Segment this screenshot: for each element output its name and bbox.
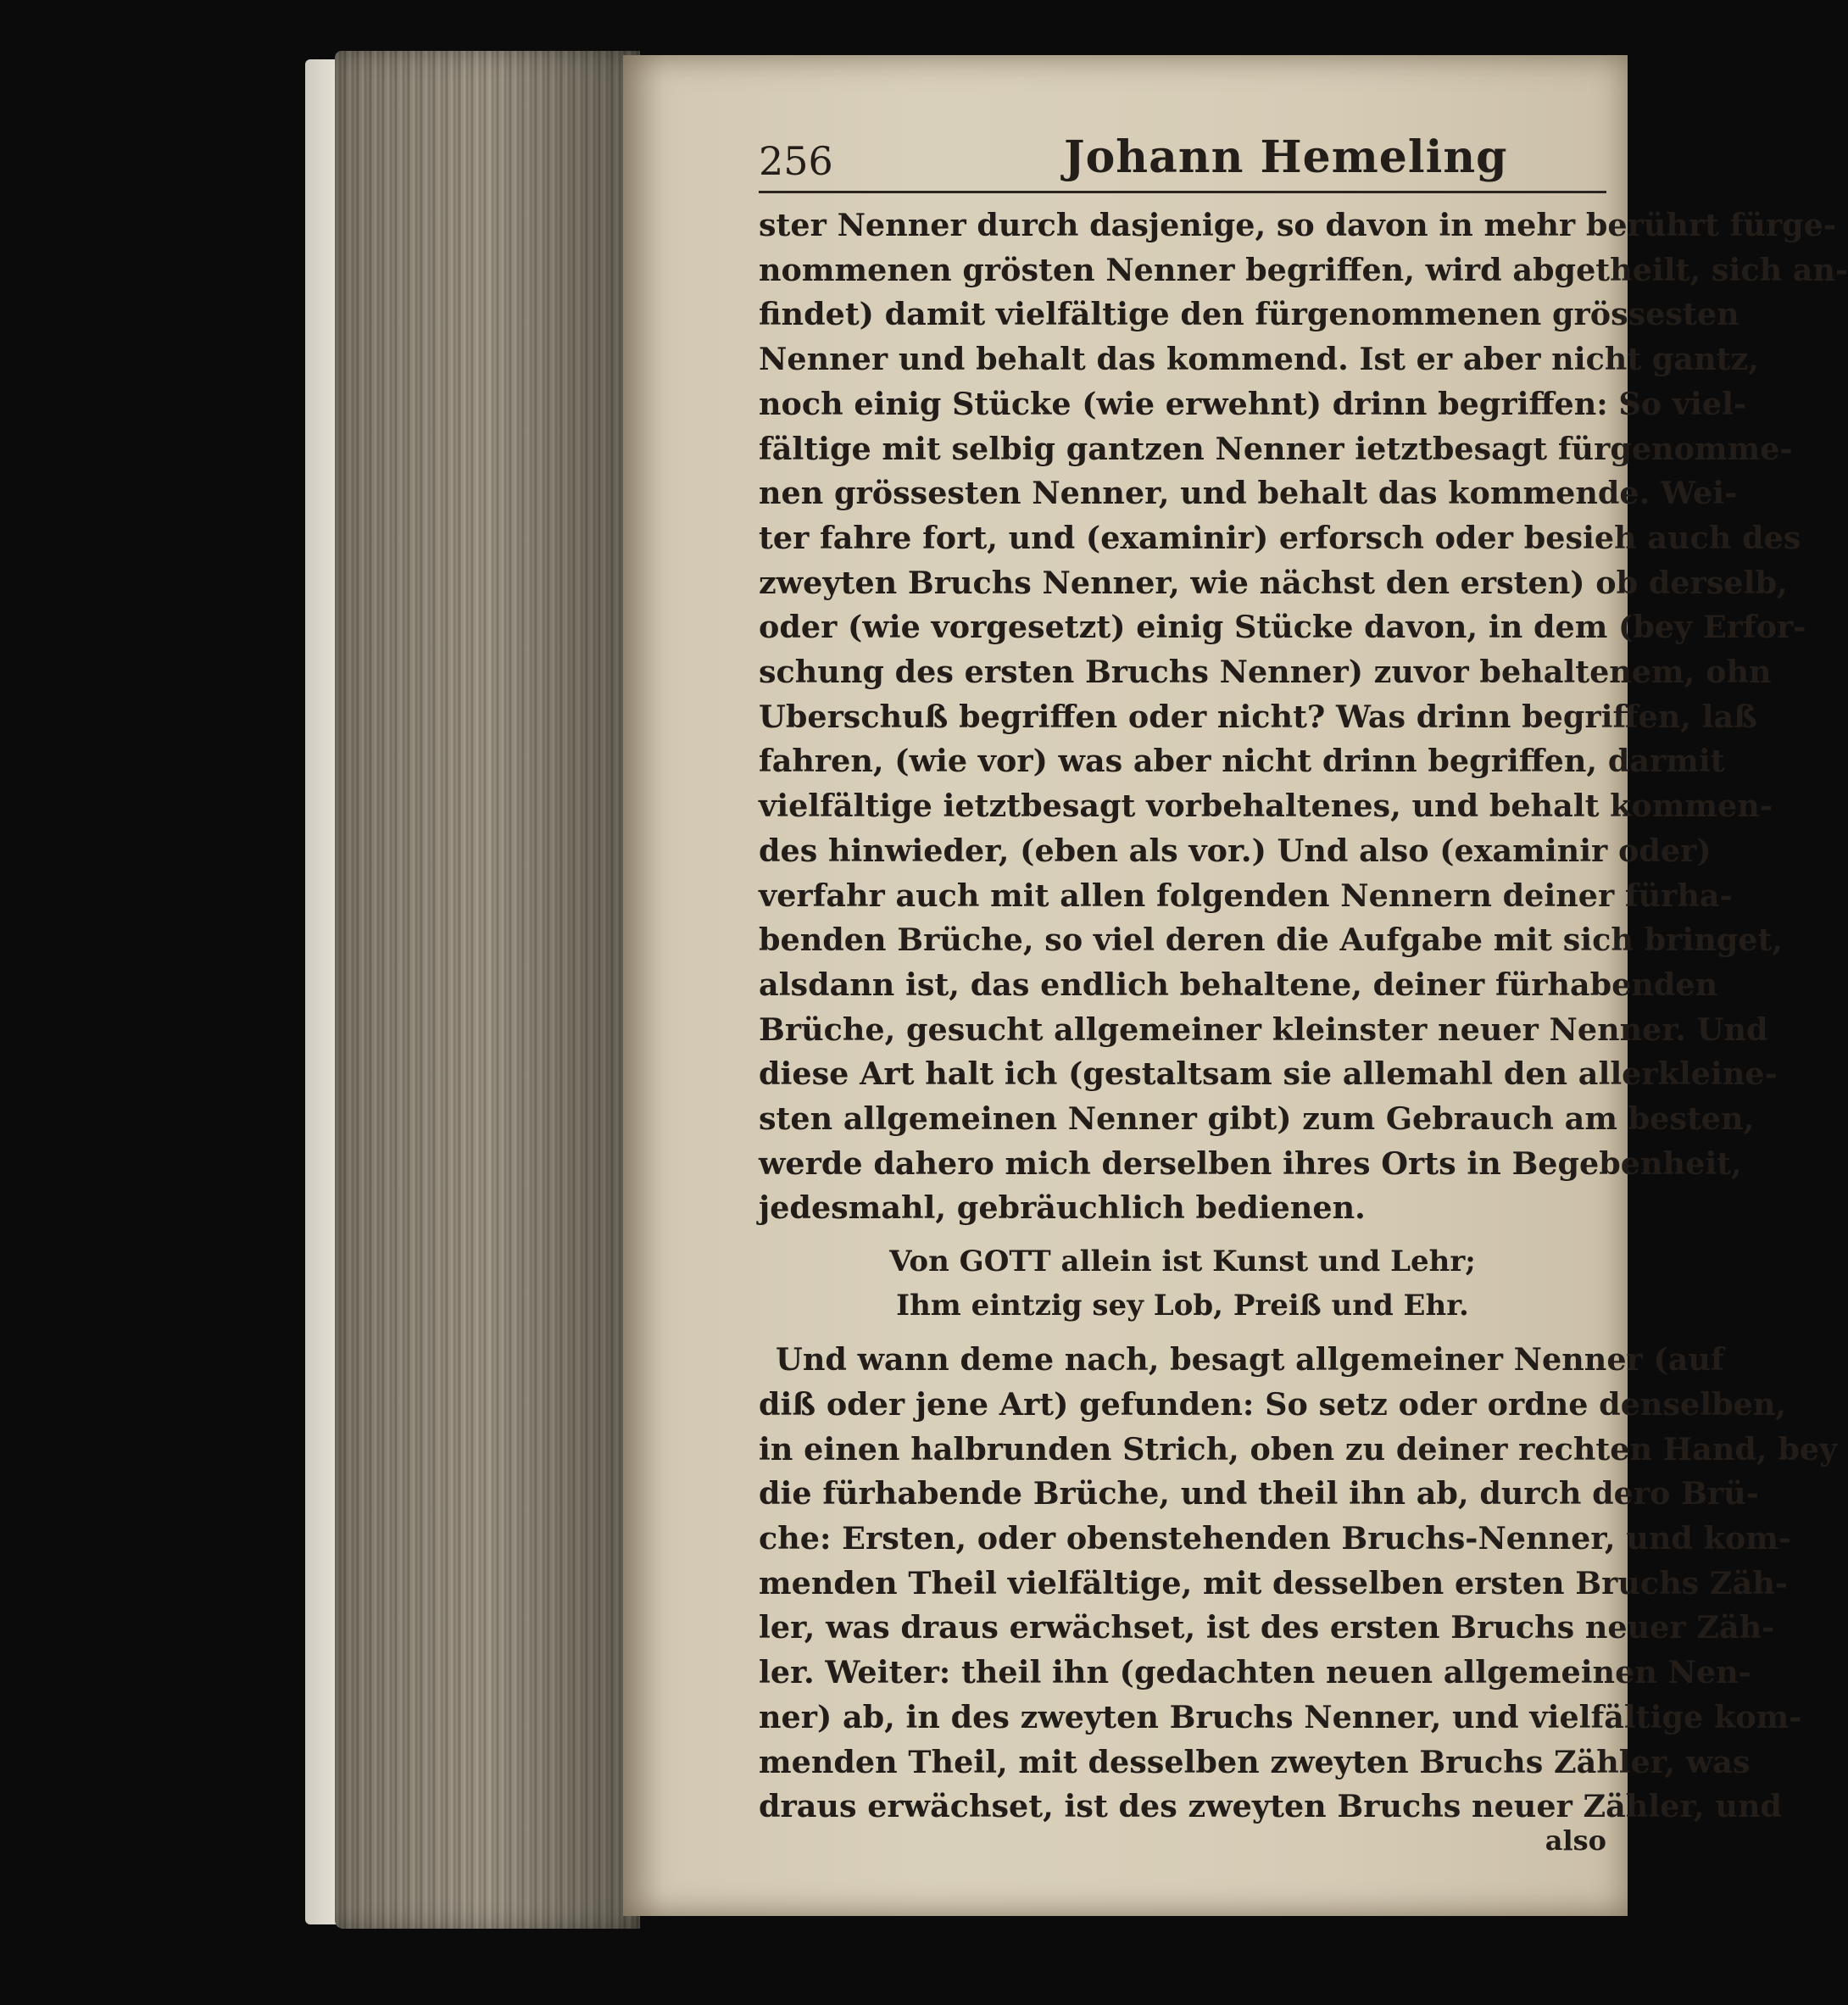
page-number: 256 <box>759 138 833 184</box>
text-line: benden Brüche, so viel deren die Aufgabe mit sich bringet, <box>759 922 1784 959</box>
text-line: ner) ab, in des zweyten Bruchs Nenner, und vielfältige kom- <box>759 1698 1802 1735</box>
text-line: diß oder jene Art) gefunden: So setz oder ordne denselben, <box>759 1385 1787 1423</box>
paragraph-2 <box>759 1338 1838 1830</box>
paragraph-1 <box>759 203 1848 1231</box>
text-line: findet) damit vielfältige den fürgenommenen grössesten <box>759 296 1739 333</box>
page-header <box>759 131 1606 193</box>
text-line: ter fahre fort, und (examinir) erforsch oder besieh auch des <box>759 519 1801 556</box>
verse-line: Ihm eintzig sey Lob, Preiß und Ehr. <box>896 1289 1469 1323</box>
text-line: nen grössesten Nenner, und behalt das kommende. Wei- <box>759 475 1738 512</box>
text-line: vielfältige ietztbesagt vorbehaltenes, und behalt kommen- <box>759 788 1773 825</box>
text-line: oder (wie vorgesetzt) einig Stücke davon, in dem (bey Erfor- <box>759 609 1806 646</box>
text-line: noch einig Stücke (wie erwehnt) drinn begriffen: So viel- <box>759 385 1747 422</box>
text-line: draus erwächset, ist des zweyten Bruchs neuer Zähler, und <box>759 1788 1783 1825</box>
text-line: verfahr auch mit allen folgenden Nennern deiner fürha- <box>759 877 1733 914</box>
text-line: alsdann ist, das endlich behaltene, deiner fürhabenden <box>759 966 1718 1003</box>
text-line: die fürhabende Brüche, und theil ihn ab, durch dero Brü- <box>759 1475 1759 1512</box>
text-line: schung des ersten Bruchs Nenner) zuvor behaltenem, ohn <box>759 654 1772 691</box>
text-line: menden Theil vielfältige, mit desselben ersten Bruchs Zäh- <box>759 1564 1788 1601</box>
text-line: fahren, (wie vor) was aber nicht drinn begriffen, darmit <box>759 743 1725 780</box>
text-line: che: Ersten, oder obenstehenden Bruchs-Nenner, und kom- <box>759 1519 1792 1557</box>
text-line: ler. Weiter: theil ihn (gedachten neuen allgemeinen Nen- <box>759 1654 1751 1691</box>
running-title: Johann Hemeling <box>1064 131 1508 183</box>
text-line: diese Art halt ich (gestaltsam sie allemahl den allerkleine- <box>759 1055 1778 1093</box>
text-line: des hinwieder, (eben als vor.) Und also (examinir oder) <box>759 832 1712 869</box>
text-line: Und wann deme nach, besagt allgemeiner Nenner (auf <box>776 1341 1724 1378</box>
text-line: Uberschuß begriffen oder nicht? Was drinn begriffen, laß <box>759 698 1757 735</box>
text-line: werde dahero mich derselben ihres Orts in Begebenheit, <box>759 1145 1742 1182</box>
text-line: Nenner und behalt das kommend. Ist er aber nicht gantz, <box>759 341 1759 378</box>
text-line: ster Nenner durch dasjenige, so davon in mehr berührt fürge- <box>759 207 1837 243</box>
text-line: nommenen grösten Nenner begriffen, wird abgetheilt, sich an- <box>759 251 1848 288</box>
text-line: fältige mit selbig gantzen Nenner ietztbesagt fürgenomme- <box>759 430 1793 467</box>
verse-couplet <box>759 1239 1606 1328</box>
text-line: in einen halbrunden Strich, oben zu deiner rechten Hand, bey <box>759 1430 1838 1468</box>
text-line: zweyten Bruchs Nenner, wie nächst den ersten) ob derselb, <box>759 564 1788 601</box>
printed-page <box>623 55 1848 1916</box>
text-line: menden Theil, mit desselben zweyten Bruchs Zähler, was <box>759 1743 1751 1780</box>
text-line: sten allgemeinen Nenner gibt) zum Gebrauch am besten, <box>759 1100 1755 1138</box>
text-line: ler, was draus erwächset, ist des ersten Bruchs neuer Zäh- <box>759 1609 1775 1646</box>
text-line: jedesmahl, gebräuchlich bedienen. <box>759 1189 1366 1227</box>
text-block <box>759 131 1848 1857</box>
page-stack-edge <box>335 51 640 1929</box>
text-line: Brüche, gesucht allgemeiner kleinster neuer Nenner. Und <box>759 1011 1768 1048</box>
verse-line: Von GOTT allein ist Kunst und Lehr; <box>889 1245 1476 1279</box>
catchword: also <box>1545 1824 1606 1857</box>
